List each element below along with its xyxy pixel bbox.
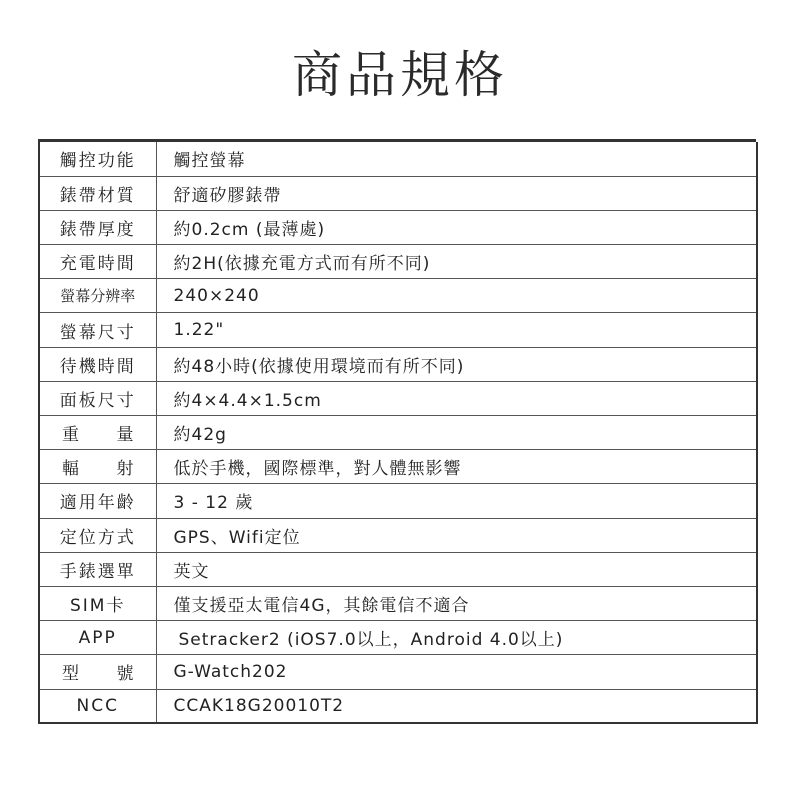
spec-value: GPS、Wifi定位 [156, 518, 757, 552]
spec-label [39, 416, 156, 450]
spec-value: 僅支援亞太電信4G，其餘電信不適合 [156, 586, 757, 620]
spec-label: 待機時間 [39, 347, 156, 381]
spec-row-menu [39, 552, 757, 586]
spec-value: 240×240 [156, 279, 757, 313]
spec-value: 約42g [156, 416, 757, 450]
spec-row-standby [39, 347, 757, 381]
spec-row-touch [39, 142, 757, 176]
spec-table [38, 142, 758, 724]
spec-value: 約0.2cm (最薄處) [156, 210, 757, 244]
spec-row-sim [39, 586, 757, 620]
spec-label: 錶帶厚度 [39, 210, 156, 244]
spec-row-strap-material [39, 176, 757, 210]
spec-row-charge-time [39, 245, 757, 279]
spec-row-model [39, 655, 757, 689]
spec-label-char: 重 [62, 425, 81, 446]
spec-row-resolution [39, 279, 757, 313]
spec-label [39, 655, 156, 689]
spec-label: 定位方式 [39, 518, 156, 552]
spec-label: 適用年齡 [39, 484, 156, 518]
spec-row-panel-size [39, 381, 757, 415]
spec-value: 3 - 12 歲 [156, 484, 757, 518]
spec-label: 充電時間 [39, 245, 156, 279]
spec-label-char: 型 [62, 664, 81, 685]
spec-row-ncc [39, 689, 757, 723]
spec-label: 面板尺寸 [39, 381, 156, 415]
spec-label: 螢幕尺寸 [39, 313, 156, 347]
spec-label: NCC [39, 689, 156, 723]
spec-value: 1.22" [156, 313, 757, 347]
spec-row-weight [39, 416, 757, 450]
spec-row-positioning [39, 518, 757, 552]
spec-label: 螢幕分辨率 [39, 279, 156, 313]
spec-value: 舒適矽膠錶帶 [156, 176, 757, 210]
spec-row-strap-thickness [39, 210, 757, 244]
spec-row-radiation [39, 450, 757, 484]
spec-label: 觸控功能 [39, 142, 156, 176]
spec-value: CCAK18G20010T2 [173, 695, 345, 716]
spec-label [39, 450, 156, 484]
spec-value: 英文 [156, 552, 757, 586]
spec-value: G-Watch202 [156, 655, 757, 689]
spec-label-char: 輻 [62, 459, 81, 480]
spec-row-app [39, 621, 757, 655]
spec-value: 約2H(依據充電方式而有所不同) [156, 245, 757, 279]
spec-value: 低於手機，國際標準，對人體無影響 [156, 450, 757, 484]
spec-value: 觸控螢幕 [156, 142, 757, 176]
spec-label-char: 號 [116, 664, 136, 685]
spec-row-age [39, 484, 757, 518]
spec-value: 約4×4.4×1.5cm [156, 381, 757, 415]
spec-label: 錶帶材質 [39, 176, 156, 210]
spec-label: SIM卡 [39, 586, 156, 620]
spec-value: Setracker2 (iOS7.0以上，Android 4.0以上) [156, 621, 757, 655]
page-title: 商品規格 [292, 46, 508, 104]
spec-value: 約48小時(依據使用環境而有所不同) [156, 347, 757, 381]
spec-label: APP [39, 621, 156, 655]
spec-label-char: 射 [116, 459, 136, 480]
spec-row-screen-size [39, 313, 757, 347]
spec-label: 手錶選單 [39, 552, 156, 586]
spec-label-char: 量 [116, 425, 136, 446]
